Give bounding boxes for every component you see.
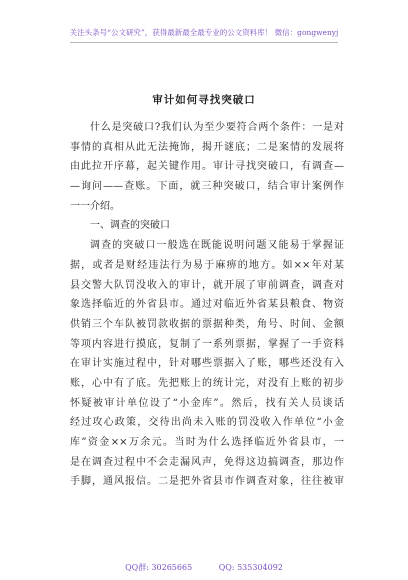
header-divider	[70, 42, 338, 43]
paragraph-line: 是在调查过程中不会走漏风声，免得这边搞调查，那边作	[70, 456, 344, 468]
document-body	[70, 118, 344, 492]
paragraph-line: 等项内容进行摸底，复制了一系列票据，掌握了一手资料	[70, 338, 344, 350]
paragraph-line: —询问——查账。下面，就三种突破口，结合审计案例作	[70, 181, 344, 193]
section-heading: 一、调查的突破口	[90, 220, 170, 232]
paragraph-line: 什么是突破口?我们认为至少要符合两个条件：一是对	[90, 122, 344, 133]
footer-qq: QQ: 535304092	[218, 563, 283, 572]
paragraph-line: 一一介绍。	[70, 200, 120, 212]
footer	[0, 562, 408, 573]
paragraph-line: 账，心中有了底。先把账上的统计完，对没有上账的初步	[70, 377, 344, 389]
paragraph-line: 供销三个车队被罚款收据的票据种类，角号、时间、金额	[70, 318, 344, 330]
footer-qq-group: QQ群: 30265665	[125, 563, 193, 572]
paragraph-line: 调查的突破口一般选在既能说明问题又能易于掌握证	[90, 240, 344, 252]
paragraph-line: 在审计实施过程中，针对哪些票据入了账，哪些还没有入	[70, 358, 344, 370]
header-note: 关注头条号“公文研究”，获得最新最全最专业的公文资料库！ 微信：gongwenyj	[69, 28, 339, 37]
paragraph-line: 事情的真相从此无法掩饰，揭开谜底；二是案情的发展将	[70, 141, 344, 153]
document-title: 审计如何寻找突破口	[152, 94, 256, 106]
paragraph-line: 经过攻心政策，交待出尚未入账的罚没收入作单位“小金	[70, 417, 344, 429]
paragraph-line: 库”资金××万余元。当时为什么选择临近外省县市，一	[70, 437, 344, 448]
paragraph-line: 手脚，通风报信。二是把外省县市作调查对象，往往被审	[70, 476, 344, 488]
paragraph-line: 据，或者是财经违法行为易于麻痹的地方。如××年对某	[70, 259, 344, 271]
paragraph-line: 由此拉开序幕，起关键作用。审计寻找突破口，有调查—	[70, 161, 344, 173]
paragraph-line: 怀疑被审计单位设了“小金库”。然后，找有关人员谈话	[70, 397, 344, 409]
paragraph-line: 象选择临近的外省县市。通过对临近外省某县粮食、物资	[70, 299, 344, 311]
paragraph-line: 县交警大队罚没收入的审计，就开展了审前调查，调查对	[70, 279, 344, 291]
